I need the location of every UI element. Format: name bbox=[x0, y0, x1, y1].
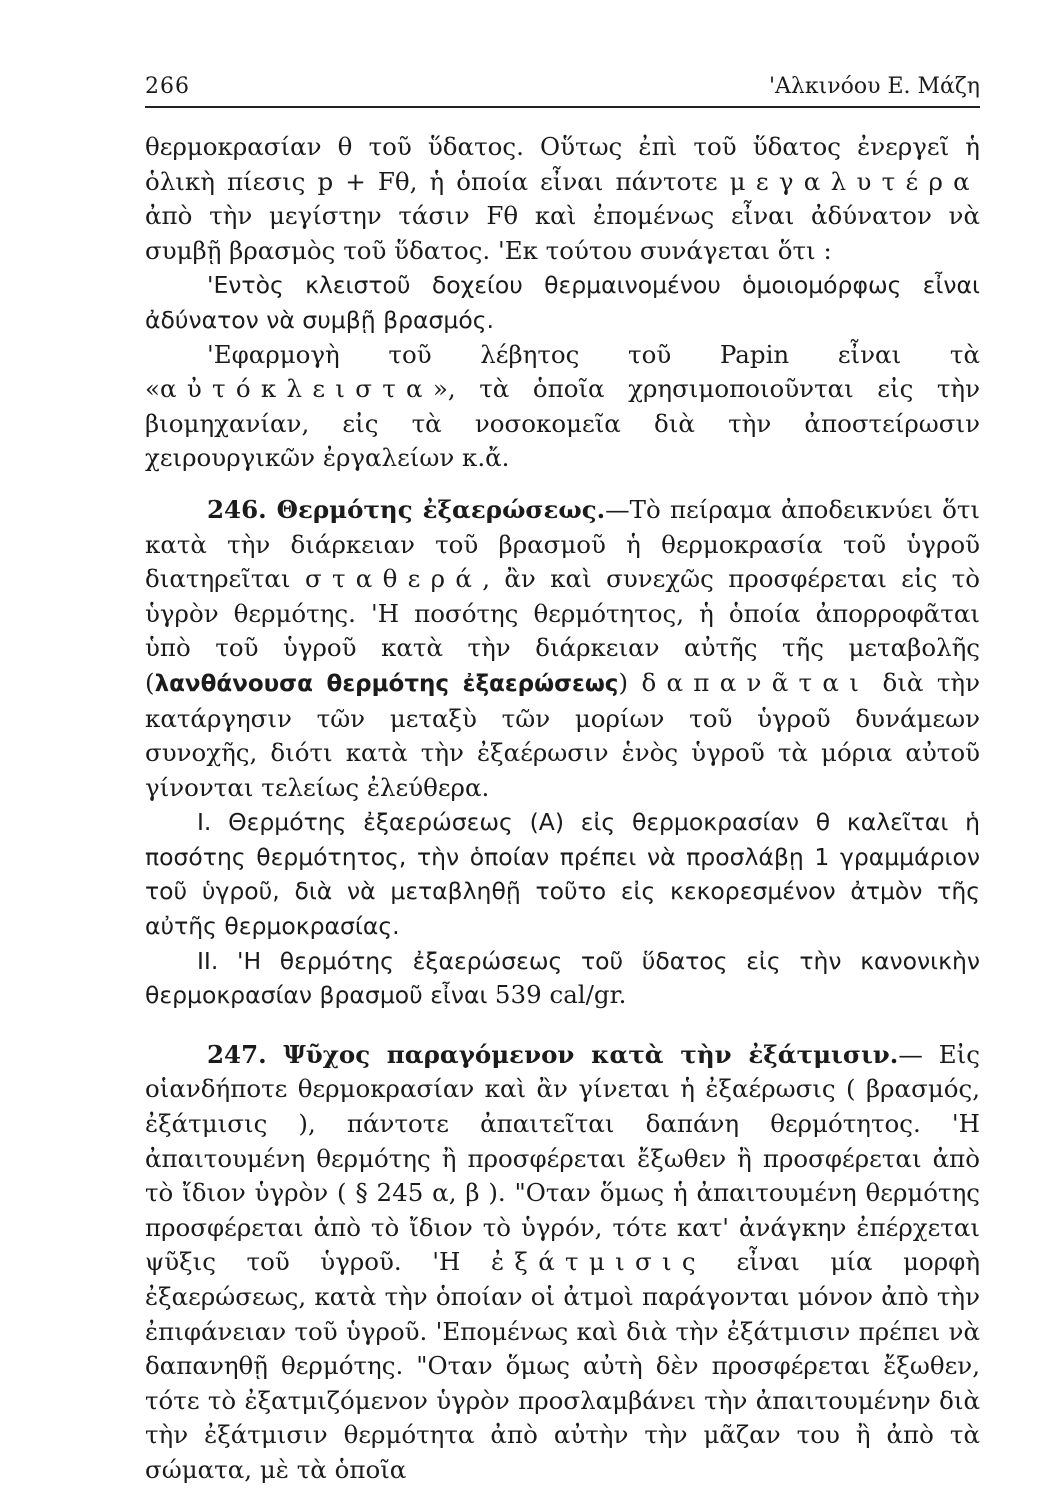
section-title: 246. Θερμότης ἐξαερώσεως. bbox=[207, 494, 606, 524]
page-number: 266 bbox=[145, 74, 190, 99]
text-run: διὰ τὴν κατάργησιν τῶν μεταξὺ τῶν μορίων τοῦ ὑγροῦ δυνάμεων συνοχῆς, διότι κατὰ τὴν ἐξαέρωσιν ἑνὸς ὑγροῦ τὰ μόρια αὐτοῦ γίνονται τελείως ἐλεύθερα. bbox=[145, 667, 980, 802]
text-run: 'Εφαρμογὴ τοῦ λέβητος τοῦ Papin εἶναι τὰ « bbox=[145, 339, 980, 404]
running-title: 'Αλκινόου Ε. Μάζη bbox=[768, 74, 980, 99]
section-title: 247. Ψῦχος παραγόμενον κατὰ τὴν ἐξάτμισιν. bbox=[207, 1039, 899, 1069]
spaced-emphasis: μεγαλυτέρα bbox=[729, 166, 980, 196]
running-header bbox=[145, 70, 980, 108]
page-body bbox=[145, 130, 980, 1488]
definitions bbox=[145, 805, 980, 1013]
text-run: , ἂν καὶ συνεχῶς προσφέρεται εἰς τὸ ὑγρὸν θερμότης. 'Η ποσότης θερμότητος, ἡ ὁποία ἀπορροφᾶται ὑπὸ τοῦ ὑγροῦ κατὰ τὴν διάρκειαν αὐτῆς τῆς μεταβολῆς ( bbox=[145, 564, 980, 697]
spaced-emphasis: δαπανᾶται bbox=[641, 667, 870, 697]
bold-term: λανθάνουσα θερμότης ἐξαερώσεως bbox=[154, 670, 619, 697]
conclusion-statement: 'Εντὸς κλειστοῦ δοχείου θερμαινομένου ὁμοιομόρφως εἶναι ἀδύνατον νὰ συμβῇ βρασμός. bbox=[145, 271, 980, 334]
value-with-unit: 539 cal/gr. bbox=[494, 980, 627, 1010]
text-run: ἀπὸ τὴν μεγίστην τάσιν Fθ καὶ ἐπομένως εἶναι ἀδύνατον νὰ συμβῇ βρασμὸς τοῦ ὕδατος. 'Εκ τούτου συνάγεται ὅτι : bbox=[145, 201, 980, 265]
text-run: ) bbox=[618, 667, 642, 697]
text-run: — Εἰς οἱανδήποτε θερμοκρασίαν καὶ ἂν γίνεται ἡ ἐξαέρωσις ( βρασμός, ἐξάτμισις ), πάντοτε ἀπαιτεῖται δαπάνη θερμότητος. 'Η ἀπαιτουμένη θερμότης ἢ προσφέρεται ἔξωθεν ἢ προσφέρεται ἀπὸ τὸ ἴδιον ὑγρὸν ( § 245 α, β ). "Οταν ὅμως ἡ ἀπαιτουμένη θερμότης προσφέρεται ἀπὸ τὸ ἴδιον τὸ ὑγρόν, τότε κατ' ἀνάγκην ἐπέρχεται ψῦξις τοῦ ὑγροῦ. 'Η bbox=[145, 1039, 980, 1277]
definition-1: I. Θερμότης ἐξαερώσεως (Α) εἰς θερμοκρασίαν θ καλεῖται ἡ ποσότης θερμότητος, τὴν ὁποίαν πρέπει νὰ προσλάβῃ 1 γραμμάριον τοῦ ὑγροῦ, διὰ νὰ μεταβληθῇ τοῦτο εἰς κεκορεσμένον ἀτμὸν τῆς αὐτῆς θερμοκρασίας. bbox=[145, 808, 980, 941]
text-run: », τὰ ὁποῖα χρησιμοποιοῦνται εἰς τὴν βιομηχανίαν, εἰς τὰ νοσοκομεῖα διὰ τὴν ἀποστείρωσιν χειρουργικῶν ἐργαλείων κ.ἄ. bbox=[145, 374, 980, 473]
paragraph-continuation bbox=[145, 130, 980, 268]
section-246 bbox=[145, 493, 980, 805]
text-run: II. 'Η θερμότης ἐξαερώσεως τοῦ ὕδατος εἰς τὴν κανονικὴν θερμοκρασίαν βρασμοῦ εἶναι bbox=[145, 946, 980, 1010]
text-run: θερμοκρασίαν θ τοῦ ὕδατος. Οὕτως ἐπὶ τοῦ ὕδατος ἐνεργεῖ ἡ ὁλικὴ πίεσις p + Fθ, ἡ ὁποία εἶναι πάντοτε bbox=[145, 132, 980, 196]
spaced-emphasis: ἐξάτμισις bbox=[490, 1247, 706, 1277]
spaced-emphasis: σταθερά bbox=[304, 564, 483, 594]
text-run: εἶναι μία μορφὴ ἐξαερώσεως, κατὰ τὴν ὁποίαν οἱ ἀτμοὶ παράγονται μόνον ἀπὸ τὴν ἐπιφάνειαν τοῦ ὑγροῦ. 'Επομένως καὶ διὰ τὴν ἐξάτμισιν πρέπει νὰ δαπανηθῇ θερμότης. "Οταν ὅμως αὐτὴ δὲν προσφέρεται ἔξωθεν, τότε τὸ ἐξατμιζόμενον ὑγρὸν προσλαμβάνει τὴν ἀπαιτουμένην διὰ τὴν ἐξάτμισιν θερμότητα ἀπὸ αὐτὴν τὴν μᾶζαν του ἢ ἀπὸ τὰ σώματα, μὲ τὰ ὁποῖα bbox=[145, 1247, 981, 1484]
spaced-emphasis: αὐτόκλειστα bbox=[160, 374, 433, 404]
section-247 bbox=[145, 1038, 980, 1488]
text-run: —Τὸ πείραμα ἀποδεικνύει ὅτι κατὰ τὴν διάρκειαν τοῦ βρασμοῦ ἡ θερμοκρασία τοῦ ὑγροῦ διατηρεῖται bbox=[145, 494, 980, 594]
paragraph-autoclave bbox=[145, 338, 980, 476]
definition-2 bbox=[145, 944, 980, 1013]
